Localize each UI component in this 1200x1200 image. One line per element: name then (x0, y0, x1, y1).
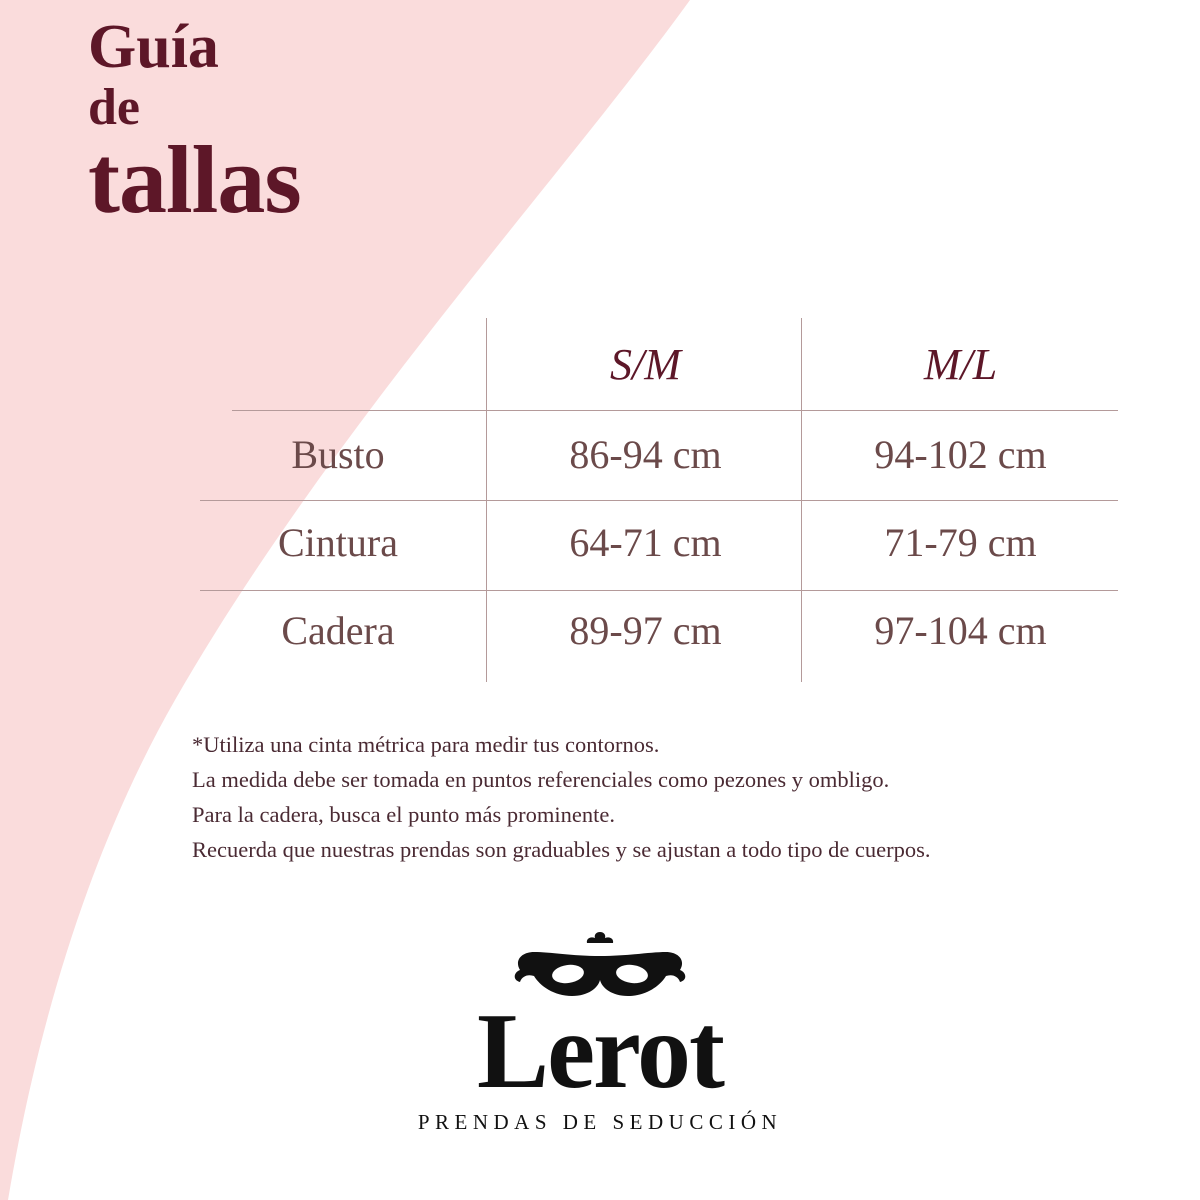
row-label-cadera: Cadera (281, 607, 395, 653)
table-row (188, 410, 1118, 498)
table-horizontal-rule-1 (232, 410, 1118, 411)
row-label-busto: Busto (291, 431, 385, 477)
cell-busto-sm: 86-94 cm (569, 431, 722, 477)
size-chart-table (188, 318, 1118, 674)
column-header-ml: M/L (923, 339, 998, 389)
cell-cadera-sm: 89-97 cm (569, 607, 722, 653)
measurement-notes (192, 728, 1122, 868)
table-horizontal-rule-2 (200, 500, 1118, 501)
logo-tagline: PRENDAS DE SEDUCCIÓN (417, 1110, 783, 1134)
title-line-1: Guía (88, 13, 219, 81)
title-line-2: de (88, 78, 140, 136)
cell-cadera-ml: 97-104 cm (874, 607, 1047, 653)
title-line-3: tallas (88, 126, 301, 234)
column-header-measurement (188, 318, 488, 410)
table-header-row (188, 318, 1118, 410)
note-line-3: Para la cadera, busca el punto más prominente. (192, 801, 615, 827)
cell-cintura-sm: 64-71 cm (569, 519, 722, 565)
cell-cintura-ml: 71-79 cm (884, 519, 1037, 565)
table-row (188, 586, 1118, 674)
table-horizontal-rule-3 (200, 590, 1118, 591)
page-title (88, 13, 301, 234)
brand-logo (0, 930, 1200, 1135)
logo-wordmark: Lerot (477, 992, 723, 1111)
note-line-2: La medida debe ser tomada en puntos referenciales como pezones y ombligo. (192, 766, 890, 792)
note-line-1: *Utiliza una cinta métrica para medir tus contornos. (192, 732, 660, 757)
row-label-cintura: Cintura (278, 519, 398, 565)
table-row (188, 498, 1118, 586)
column-header-sm: S/M (610, 339, 681, 389)
cell-busto-ml: 94-102 cm (874, 431, 1047, 477)
note-line-4: Recuerda que nuestras prendas son graduables y se ajustan a todo tipo de cuerpos. (192, 836, 931, 862)
